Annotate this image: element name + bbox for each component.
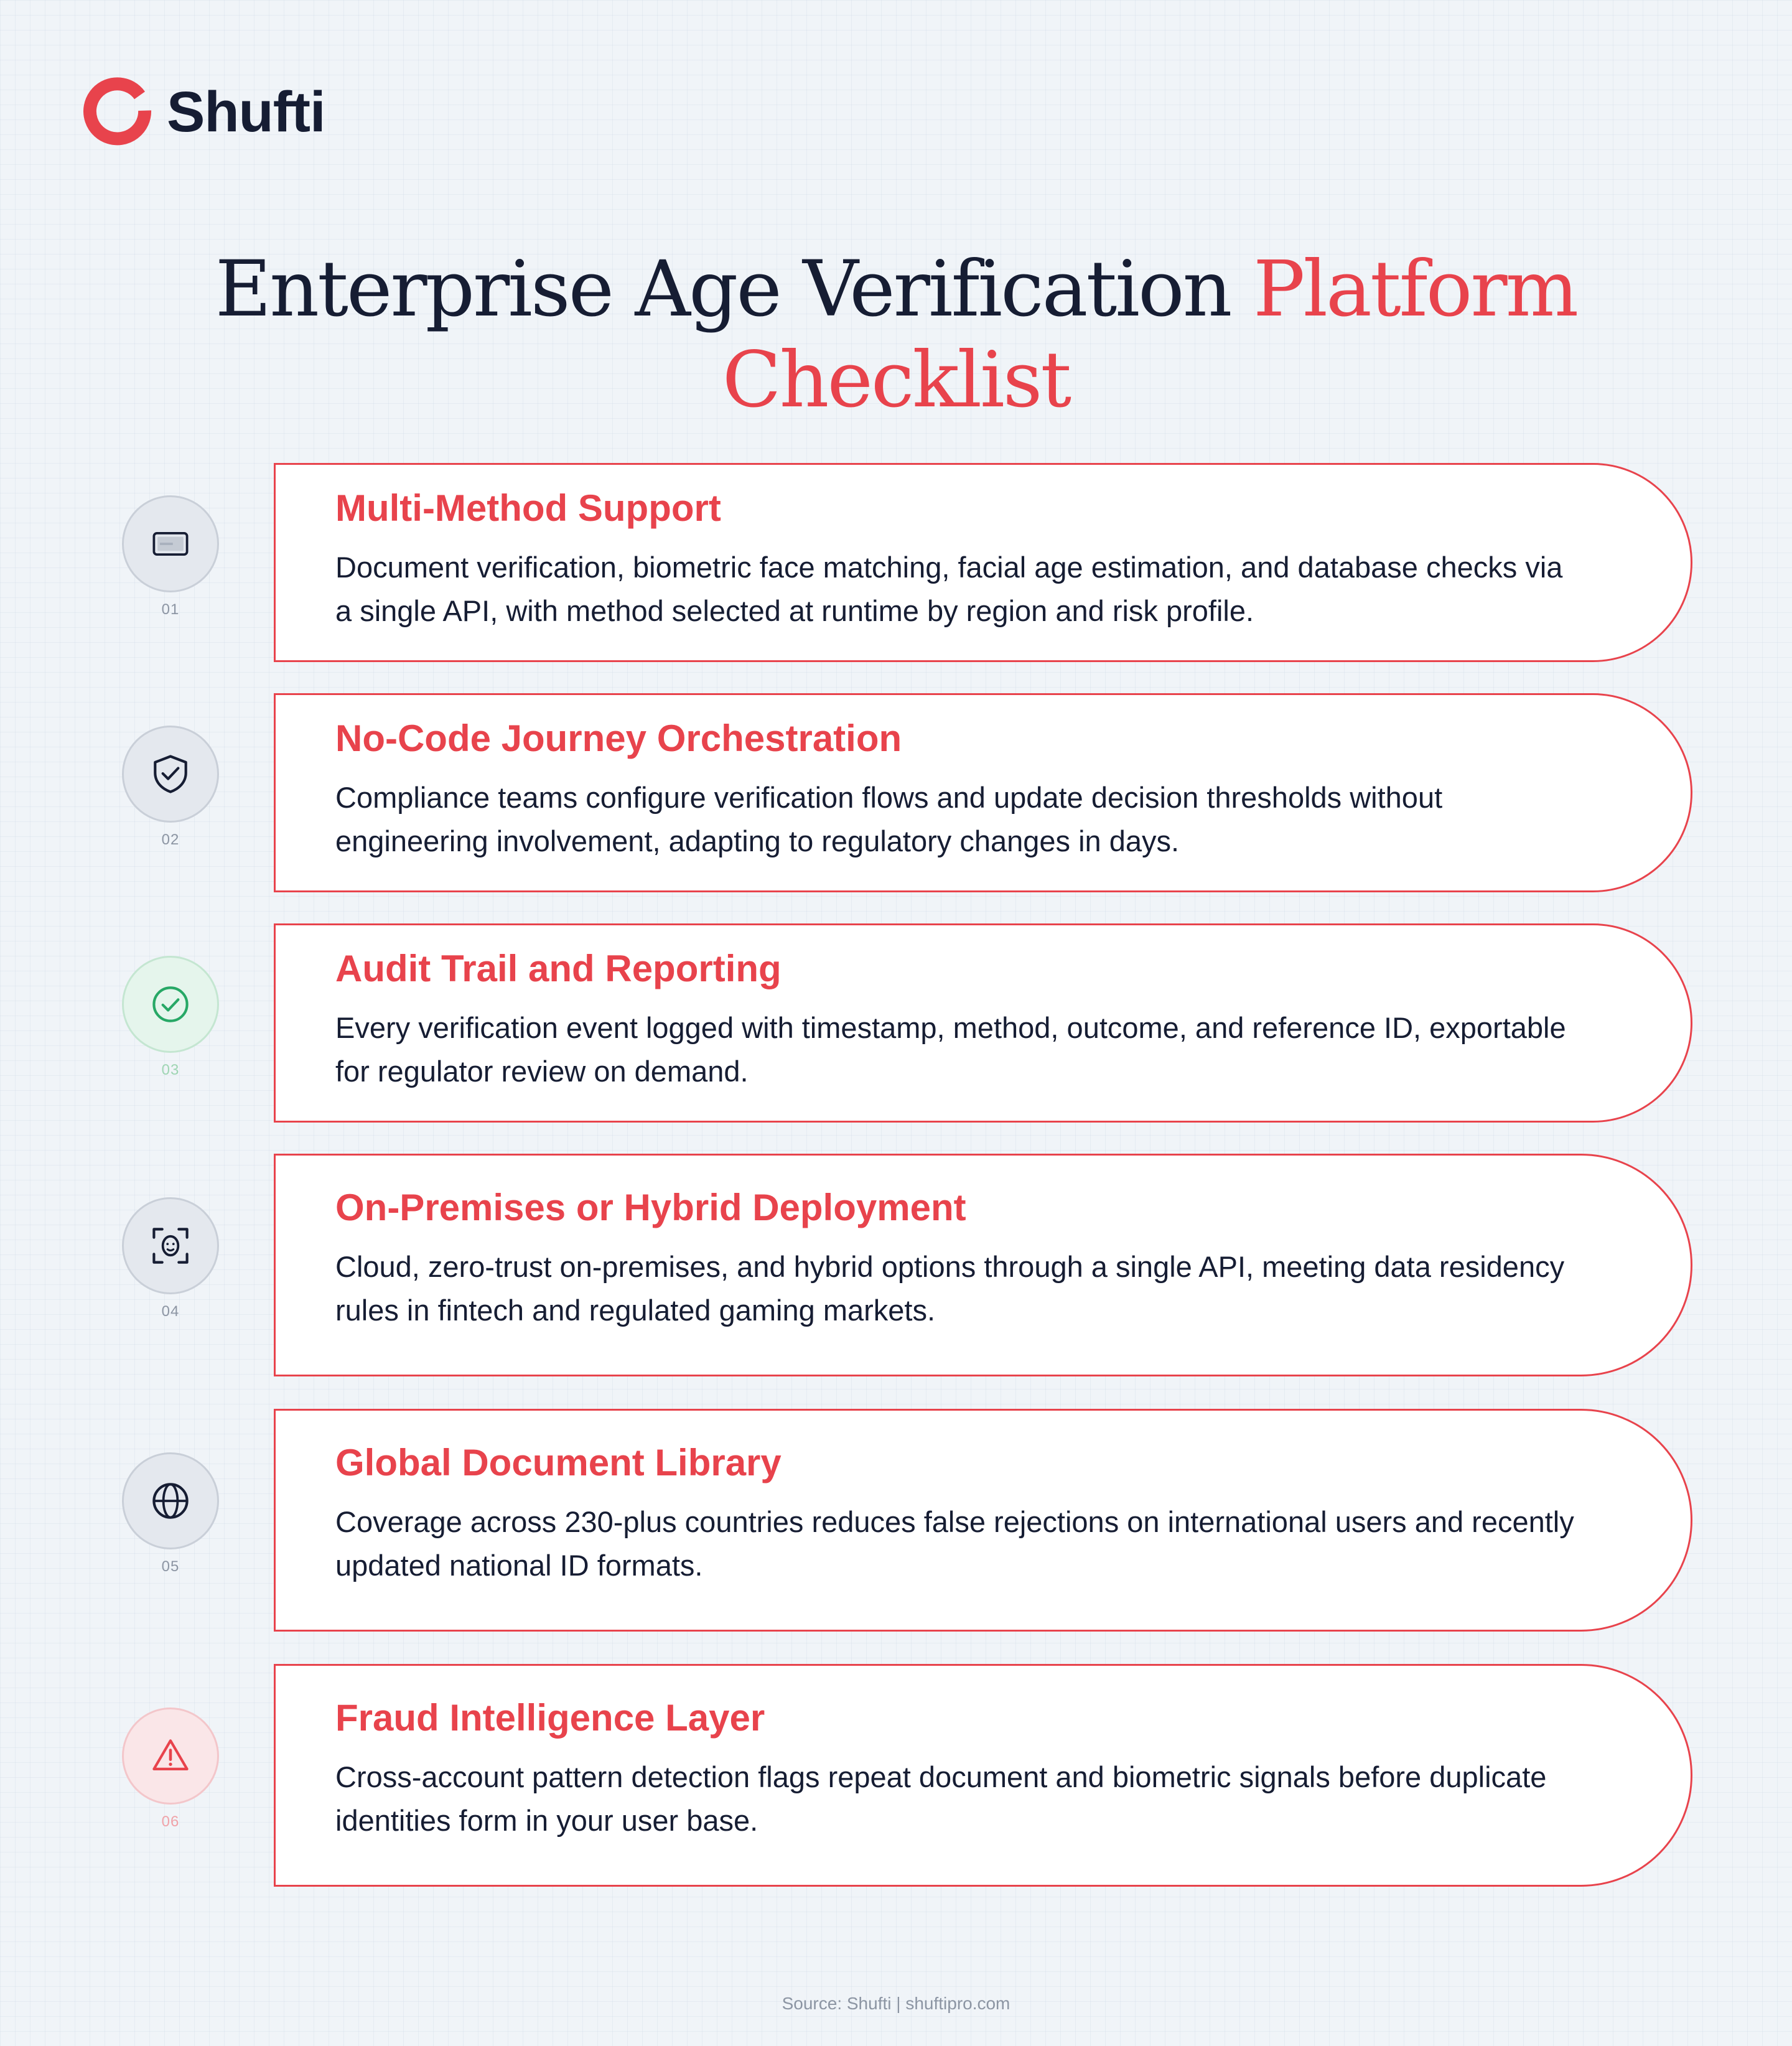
item-description: Coverage across 230-plus countries reduces false rejections on international users and recently updated national ID formats. <box>335 1505 1574 1582</box>
source-footer: Source: Shufti | shuftipro.com <box>782 1994 1010 2013</box>
item-number: 03 <box>161 1062 180 1078</box>
item-title: On-Premises or Hybrid Deployment <box>335 1187 966 1228</box>
item-marker <box>122 956 219 1053</box>
item-number: 04 <box>161 1303 180 1320</box>
item-description: Every verification event logged with timestamp, method, outcome, and reference ID, exportable for regulator review on demand. <box>335 1011 1566 1088</box>
item-title: Fraud Intelligence Layer <box>335 1697 765 1739</box>
item-description: Cross-account pattern detection flags repeat document and biometric signals before duplicate identities form in your user base. <box>335 1760 1547 1837</box>
page-title <box>0 244 1792 426</box>
item-title: Multi-Method Support <box>335 487 721 529</box>
item-number: 02 <box>161 831 180 848</box>
item-card <box>274 463 1692 662</box>
item-card <box>274 1154 1692 1376</box>
brand-logo <box>83 76 325 148</box>
item-title: Audit Trail and Reporting <box>335 948 782 989</box>
warning-triangle-icon <box>147 1732 194 1780</box>
item-number: 01 <box>161 601 180 618</box>
item-description: Cloud, zero-trust on-premises, and hybrid options through a single API, meeting data residency rules in fintech and regulated gaming markets. <box>335 1250 1565 1327</box>
id-card-icon <box>147 520 194 568</box>
item-title: No-Code Journey Orchestration <box>335 717 902 759</box>
shield-check-icon <box>147 750 194 798</box>
item-number: 06 <box>161 1813 180 1830</box>
item-marker <box>122 495 219 592</box>
item-number: 05 <box>161 1558 180 1575</box>
check-circle-icon <box>147 981 194 1028</box>
face-scan-icon <box>147 1222 194 1269</box>
item-description: Compliance teams configure verification flows and update decision thresholds without engineering involvement, adapting to regulatory changes in days. <box>335 781 1443 857</box>
globe-icon <box>147 1477 194 1525</box>
brand-name: Shufti <box>167 80 325 144</box>
item-card <box>274 923 1692 1123</box>
item-marker <box>122 1707 219 1805</box>
shufti-logo-icon <box>83 76 156 148</box>
title-line1: Enterprise Age Verification <box>215 245 1231 334</box>
item-card <box>274 1664 1692 1887</box>
title-accent-platform: Platform <box>1253 245 1577 334</box>
item-marker <box>122 1452 219 1549</box>
item-title: Global Document Library <box>335 1442 782 1483</box>
item-description: Document verification, biometric face matching, facial age estimation, and database checks via a single API, with method selected at runtime by region and risk profile. <box>335 551 1563 627</box>
title-accent-checklist: Checklist <box>722 335 1070 425</box>
item-card <box>274 693 1692 892</box>
item-marker <box>122 1197 219 1294</box>
item-marker <box>122 726 219 823</box>
item-card <box>274 1409 1692 1632</box>
